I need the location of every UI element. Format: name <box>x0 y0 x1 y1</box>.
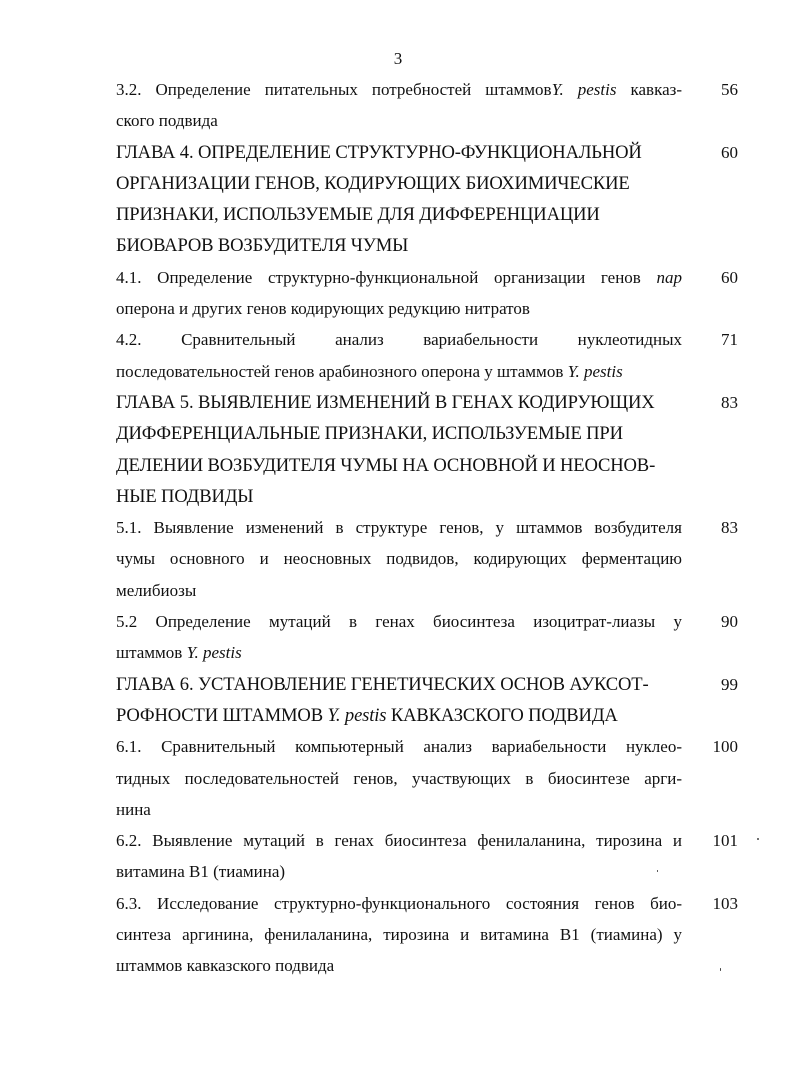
toc-section-entry <box>116 262 738 325</box>
toc-page-number: 83 <box>721 518 738 538</box>
toc-entry-line <box>116 700 682 731</box>
toc-text-segment: ДИФФЕРЕНЦИАЛЬНЫЕ ПРИЗНАКИ, ИСПОЛЬЗУЕМЫЕ ПРИ <box>116 423 623 445</box>
toc-text-segment: синтеза аргинина, фенилаланина, тирозина и витамина В1 (тиамина) у <box>116 925 682 945</box>
toc-text-segment: штаммов <box>116 643 187 663</box>
toc-text-segment: тидных последовательностей генов, участвующих в биосинтезе арги- <box>116 768 682 788</box>
toc-chapter-entry <box>116 387 738 512</box>
toc-entry-line <box>116 74 682 105</box>
toc-entry-line <box>116 512 682 543</box>
toc-text-segment: 6.1. Сравнительный компьютерный анализ вариабельности нуклео- <box>116 737 682 757</box>
toc-page-number: 83 <box>721 392 738 412</box>
species-name: nap <box>656 267 682 287</box>
toc-entry-title <box>116 669 682 732</box>
toc-entry-line <box>116 293 682 324</box>
toc-entry-line <box>116 637 682 668</box>
toc-entry-line <box>116 888 682 919</box>
toc-section-entry <box>116 512 738 606</box>
toc-entry-line <box>116 731 682 762</box>
toc-text-segment: чумы основного и неосновных подвидов, кодирующих ферментацию <box>116 549 682 569</box>
toc-entry-line <box>116 450 682 481</box>
toc-entry-line <box>116 763 682 794</box>
toc-entry-title <box>116 888 682 982</box>
toc-entry-line <box>116 825 682 856</box>
toc-entry-line <box>116 481 682 512</box>
toc-entry-line <box>116 950 682 981</box>
toc-page-number: 99 <box>721 674 738 694</box>
toc-text-segment: последовательностей генов арабинозного оперона у штаммов <box>116 361 568 381</box>
species-name: Y. pestis <box>551 80 617 99</box>
toc-text-segment: ГЛАВА 6. УСТАНОВЛЕНИЕ ГЕНЕТИЧЕСКИХ ОСНОВ АУКСОТ- <box>116 673 649 695</box>
scan-speck <box>757 838 759 840</box>
toc-entry-line <box>116 137 682 168</box>
toc-page-number: 71 <box>721 330 738 350</box>
toc-page-number: 56 <box>721 80 738 99</box>
toc-text-segment: оперона и других генов кодирующих редукцию нитратов <box>116 299 530 319</box>
toc-section-entry <box>116 606 738 669</box>
toc-entry-line <box>116 387 682 418</box>
toc-text-segment: ского подвида <box>116 111 218 131</box>
toc-entry-line <box>116 199 682 230</box>
toc-entry-line <box>116 575 682 606</box>
species-name: Y. pestis <box>567 361 623 381</box>
toc-entry-title <box>116 387 682 512</box>
toc-entry-title <box>116 324 682 387</box>
toc-entry-title <box>116 74 682 137</box>
toc-text-segment: 4.2. Сравнительный анализ вариабельности нуклеотидных <box>116 330 682 350</box>
toc-text-segment: 4.1. Определение структурно-функциональной организации генов <box>116 267 657 287</box>
table-of-contents <box>116 74 738 982</box>
toc-text-segment: ДЕЛЕНИИ ВОЗБУДИТЕЛЯ ЧУМЫ НА ОСНОВНОЙ И НЕОСНОВ- <box>116 454 656 476</box>
toc-text-segment: нина <box>116 799 151 819</box>
toc-text-segment: КАВКАЗСКОГО ПОДВИДА <box>386 704 618 726</box>
toc-text-segment: кавказ- <box>616 80 682 99</box>
toc-text-segment: 3.2. Определение питательных потребностей штаммов <box>116 80 552 99</box>
toc-text-segment: 5.2 Определение мутаций в генах биосинтеза изоцитрат-лиазы у <box>116 612 682 632</box>
toc-text-segment: ПРИЗНАКИ, ИСПОЛЬЗУЕМЫЕ ДЛЯ ДИФФЕРЕНЦИАЦИИ <box>116 204 600 226</box>
scan-speck <box>657 870 658 872</box>
toc-text-segment: ГЛАВА 5. ВЫЯВЛЕНИЕ ИЗМЕНЕНИЙ В ГЕНАХ КОДИРУЮЩИХ <box>116 391 655 413</box>
toc-entry-line <box>116 324 682 355</box>
scan-speck <box>720 968 721 971</box>
toc-text-segment: ГЛАВА 4. ОПРЕДЕЛЕНИЕ СТРУКТУРНО-ФУНКЦИОНАЛЬНОЙ <box>116 141 642 163</box>
toc-entry-title <box>116 731 682 825</box>
species-name: Y. pestis <box>327 704 387 726</box>
toc-entry-title <box>116 137 682 262</box>
toc-entry-line <box>116 418 682 449</box>
toc-entry-line <box>116 543 682 574</box>
toc-text-segment: БИОВАРОВ ВОЗБУДИТЕЛЯ ЧУМЫ <box>116 235 409 257</box>
toc-entry-line <box>116 919 682 950</box>
page-number: 3 <box>393 49 403 68</box>
toc-text-segment: мелибиозы <box>116 580 197 600</box>
toc-page-number: 101 <box>712 831 738 851</box>
toc-section-entry <box>116 324 738 387</box>
toc-page-number: 90 <box>721 612 738 632</box>
toc-page-number: 60 <box>721 142 738 162</box>
toc-entry-title <box>116 606 682 669</box>
toc-entry-line <box>116 794 682 825</box>
toc-text-segment: НЫЕ ПОДВИДЫ <box>116 485 254 507</box>
toc-entry-line <box>116 856 682 887</box>
toc-page-number: 60 <box>721 267 738 287</box>
toc-text-segment: витамина В1 (тиамина) <box>116 862 286 882</box>
toc-entry-line <box>116 262 682 293</box>
toc-text-segment: 6.3. Исследование структурно-функционального состояния генов био- <box>116 893 682 913</box>
toc-text-segment: 5.1. Выявление изменений в структуре генов, у штаммов возбудителя <box>116 518 682 538</box>
toc-entry-line <box>116 105 682 136</box>
toc-chapter-entry <box>116 137 738 262</box>
toc-entry-line <box>116 168 682 199</box>
toc-section-entry <box>116 74 738 137</box>
toc-section-entry <box>116 825 738 888</box>
toc-entry-title <box>116 825 682 888</box>
toc-page-number: 100 <box>712 737 738 757</box>
toc-entry-line <box>116 356 682 387</box>
toc-entry-title <box>116 512 682 606</box>
toc-text-segment: РОФНОСТИ ШТАММОВ <box>116 704 328 726</box>
toc-entry-line <box>116 606 682 637</box>
toc-entry-title <box>116 262 682 325</box>
toc-text-segment: штаммов кавказского подвида <box>116 956 335 976</box>
toc-section-entry <box>116 888 738 982</box>
toc-entry-line <box>116 669 682 700</box>
species-name: Y. pestis <box>186 643 242 663</box>
toc-chapter-entry <box>116 669 738 732</box>
toc-text-segment: ОРГАНИЗАЦИИ ГЕНОВ, КОДИРУЮЩИХ БИОХИМИЧЕСКИЕ <box>116 172 630 194</box>
toc-section-entry <box>116 731 738 825</box>
toc-entry-line <box>116 230 682 261</box>
toc-page-number: 103 <box>712 893 738 913</box>
toc-text-segment: 6.2. Выявление мутаций в генах биосинтеза фенилаланина, тирозина и <box>116 831 682 851</box>
